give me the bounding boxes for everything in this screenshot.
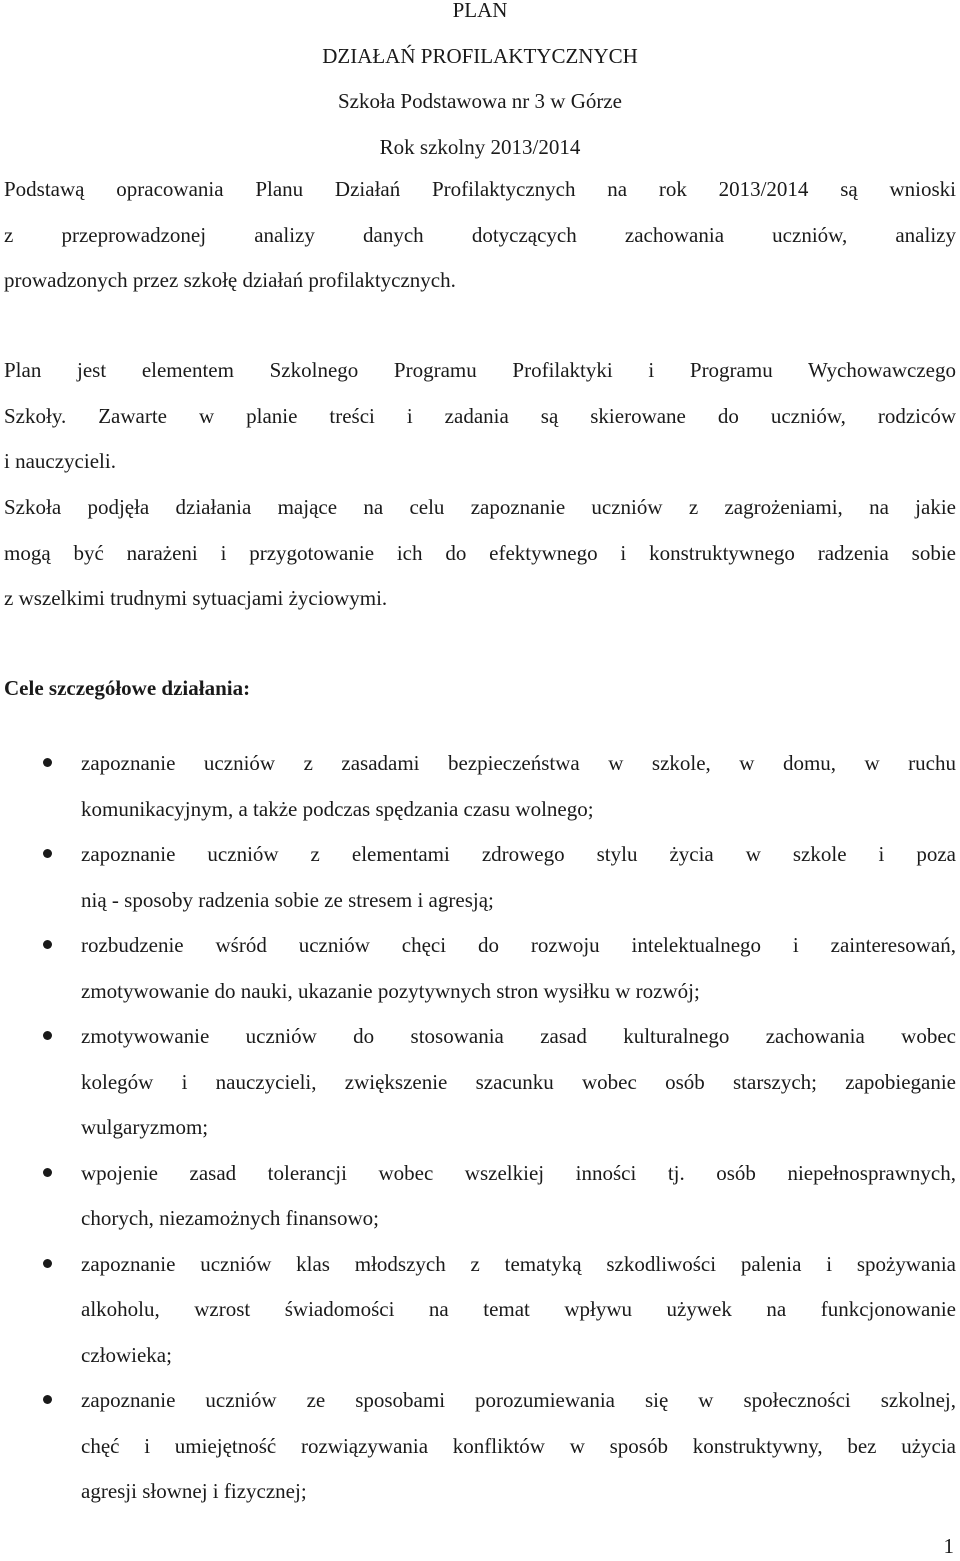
paragraph-line: Szkoła podjęła działania mające na celu zapoznanie uczniów z zagrożeniami, na jakie <box>4 495 956 519</box>
goal-line: komunikacyjnym, a także podczas spędzania czasu wolnego; <box>81 796 594 821</box>
page-number: 1 <box>943 1534 954 1558</box>
document-title <box>0 0 960 170</box>
goal-line: zapoznanie uczniów z elementami zdrowego stylu życia w szkole i poza <box>81 842 956 866</box>
goal-line: kolegów i nauczycieli, zwiększenie szacunku wobec osób starszych; zapobieganie <box>81 1069 956 1094</box>
goal-item-healthy-lifestyle <box>0 832 960 923</box>
title-subject: DZIAŁAŃ PROFILAKTYCZNYCH <box>322 43 638 68</box>
goal-item-addiction-prevention <box>0 1242 960 1379</box>
goal-line: agresji słownej i fizycznej; <box>81 1479 307 1503</box>
goal-line: zmotywowanie do nauki, ukazanie pozytywnych stron wysiłku w rozwój; <box>81 978 700 1003</box>
goals-list <box>0 741 960 1515</box>
goal-line: zapoznanie uczniów z zasadami bezpieczeństwa w szkole, w domu, w ruchu <box>81 751 956 775</box>
paragraph-line: Szkoły. Zawarte w planie treści i zadania są skierowane do uczniów, rodziców <box>4 403 956 428</box>
paragraph-line: Podstawą opracowania Planu Działań Profilaktycznych na rok 2013/2014 są wnioski <box>4 177 956 201</box>
goal-line: nią - sposoby radzenia sobie ze stresem i agresją; <box>81 887 494 912</box>
goal-item-conflict-resolution <box>0 1378 960 1515</box>
bullet-icon <box>43 940 52 949</box>
title-school-year: Rok szkolny 2013/2014 <box>379 134 581 159</box>
paragraph-line: z wszelkimi trudnymi sytuacjami życiowymi. <box>4 586 388 610</box>
goal-item-cultural-behaviour <box>0 1014 960 1151</box>
goal-line: zapoznanie uczniów klas młodszych z tematyką szkodliwości palenia i spożywania <box>81 1251 956 1276</box>
goal-item-intellectual-development <box>0 923 960 1014</box>
goal-line: wulgaryzmom; <box>81 1115 209 1139</box>
paragraph-line: mogą być narażeni i przygotowanie ich do efektywnego i konstruktywnego radzenia sobie <box>4 540 956 565</box>
bullet-icon <box>43 1259 52 1268</box>
paragraph-line: i nauczycieli. <box>4 449 116 473</box>
bullet-icon <box>43 849 52 858</box>
title-plan: PLAN <box>452 0 508 22</box>
bullet-icon <box>43 758 52 767</box>
paragraph-line: prowadzonych przez szkołę działań profilaktycznych. <box>4 268 456 292</box>
paragraph-school-actions <box>4 485 956 622</box>
goal-line: zmotywowanie uczniów do stosowania zasad kulturalnego zachowania wobec <box>81 1024 956 1048</box>
goals-heading: Cele szczegółowe działania: <box>4 676 251 700</box>
goal-line: rozbudzenie wśród uczniów chęci do rozwoju intelektualnego i zainteresowań, <box>81 933 956 957</box>
paragraph-line: z przeprowadzonej analizy danych dotyczących zachowania uczniów, analizy <box>4 222 956 247</box>
paragraph-plan-scope <box>4 348 956 485</box>
goal-line: alkoholu, wzrost świadomości na temat wpływu używek na funkcjonowanie <box>81 1297 956 1321</box>
bullet-icon <box>43 1168 52 1177</box>
bullet-icon <box>43 1031 52 1040</box>
goal-line: chorych, niezamożnych finansowo; <box>81 1206 379 1230</box>
goal-item-safety <box>0 741 960 832</box>
goal-line: chęć i umiejętność rozwiązywania konfliktów w sposób konstruktywny, bez użycia <box>81 1433 956 1458</box>
paragraph-line: Plan jest elementem Szkolnego Programu Profilaktyki i Programu Wychowawczego <box>4 358 956 382</box>
goal-item-tolerance <box>0 1151 960 1242</box>
title-school: Szkoła Podstawowa nr 3 w Górze <box>337 89 623 113</box>
goal-line: zapoznanie uczniów ze sposobami porozumiewania się w społeczności szkolnej, <box>81 1388 956 1412</box>
goal-line: człowieka; <box>81 1342 172 1367</box>
paragraph-basis <box>4 167 956 304</box>
bullet-icon <box>43 1395 52 1404</box>
goal-line: wpojenie zasad tolerancji wobec wszelkiej inności tj. osób niepełnosprawnych, <box>81 1160 956 1185</box>
